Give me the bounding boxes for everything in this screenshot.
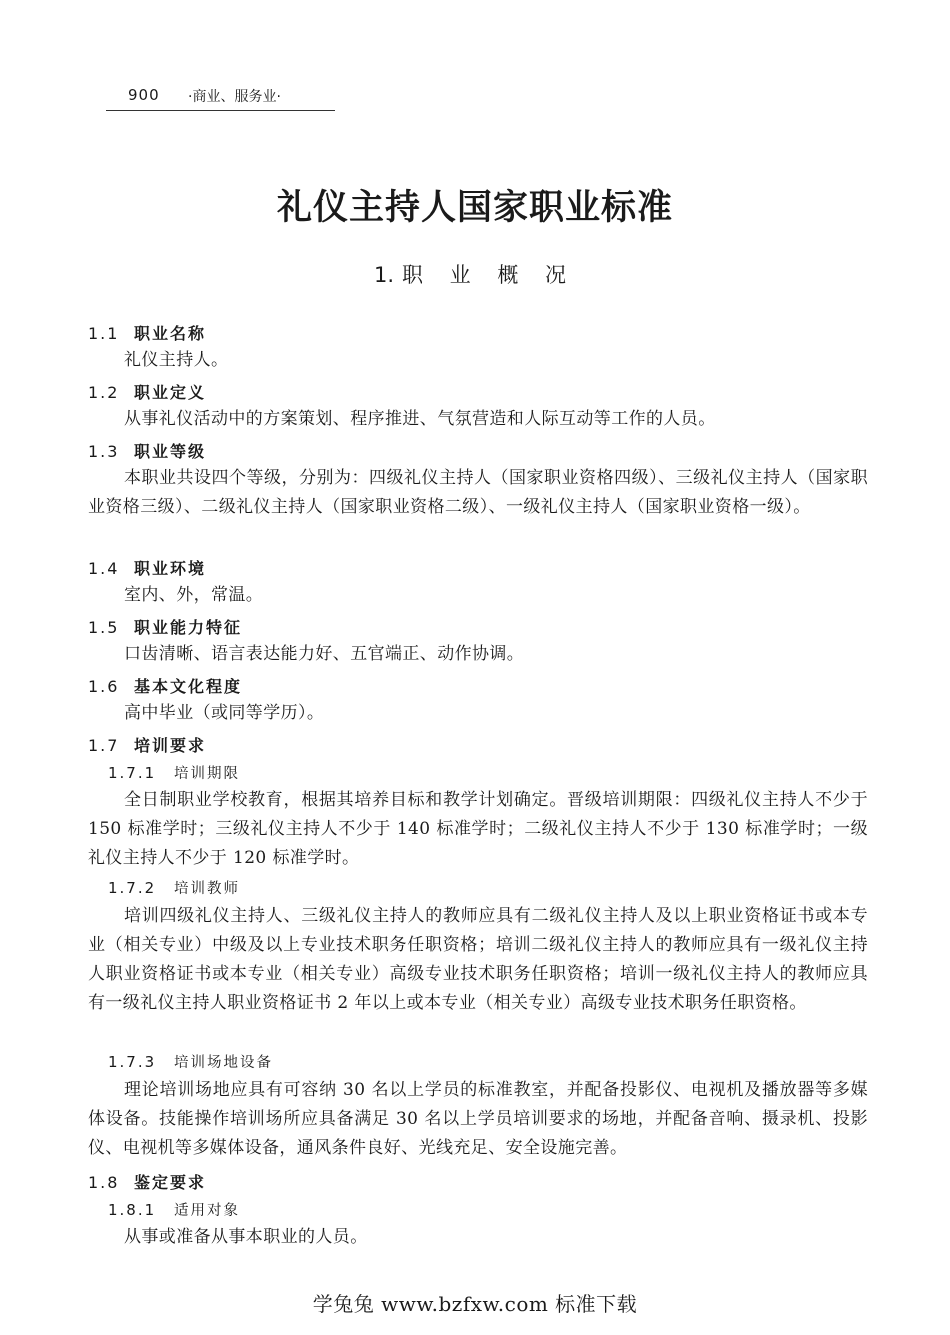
subsection-body-1-8-1: 从事或准备从事本职业的人员。 (124, 1227, 368, 1247)
running-header-section: ·商业、服务业· (188, 89, 281, 105)
section-heading-1-5 (88, 615, 242, 638)
section-heading-1-8 (88, 1170, 206, 1193)
section-body-1-1: 礼仪主持人。 (124, 350, 229, 370)
section-body-1-2: 从事礼仪活动中的方案策划、程序推进、气氛营造和人际互动等工作的人员。 (124, 409, 716, 429)
section-number: 1.3 (88, 442, 120, 461)
chapter-title: 职 业 概 况 (402, 263, 577, 287)
section-number: 1.1 (88, 324, 120, 343)
document-title: 礼仪主持人国家职业标准 (276, 187, 673, 228)
subsection-number: 1.7.1 (108, 764, 157, 782)
chapter-number: 1. (373, 263, 394, 287)
section-heading-1-4 (88, 556, 206, 579)
section-number: 1.8 (88, 1173, 120, 1192)
subsection-number: 1.7.2 (108, 879, 157, 897)
section-title: 培训要求 (134, 736, 207, 755)
section-number: 1.4 (88, 559, 120, 578)
section-heading-1-7 (88, 733, 206, 756)
subsection-heading-1-8-1 (108, 1199, 240, 1220)
section-title: 基本文化程度 (134, 677, 243, 696)
section-heading-1-1 (88, 321, 206, 344)
section-body-1-6: 高中毕业（或同等学历）。 (124, 703, 325, 723)
subsection-title: 培训期限 (174, 766, 240, 782)
section-number: 1.5 (88, 618, 120, 637)
section-heading-1-2 (88, 380, 206, 403)
subsection-title: 培训场地设备 (174, 1055, 273, 1071)
subsection-heading-1-7-1 (108, 762, 240, 783)
section-heading-1-6 (88, 674, 242, 697)
subsection-title: 适用对象 (174, 1203, 240, 1219)
subsection-heading-1-7-3 (108, 1051, 273, 1072)
subsection-heading-1-7-2 (108, 877, 240, 898)
section-title: 职业能力特征 (134, 618, 243, 637)
section-body-1-3: 本职业共设四个等级，分别为：四级礼仪主持人（国家职业资格四级）、三级礼仪主持人（国家职业资格三级）、二级礼仪主持人（国家职业资格二级）、一级礼仪主持人（国家职业资格一级）。 (88, 468, 868, 517)
section-number: 1.7 (88, 736, 120, 755)
section-title: 鉴定要求 (134, 1173, 207, 1192)
section-title: 职业环境 (134, 559, 207, 578)
subsection-body-1-7-3: 理论培训场地应具有可容纳 30 名以上学员的标准教室，并配备投影仪、电视机及播放器等多媒体设备。技能操作培训场所应具备满足 30 名以上学员培训要求的场地，并配备音响、摄录机、投影仪、电视机等多媒体设备，通风条件良好、光线充足、安全设施完善。 (88, 1080, 868, 1158)
running-header (106, 84, 335, 111)
subsection-body-1-7-2: 培训四级礼仪主持人、三级礼仪主持人的教师应具有二级礼仪主持人及以上职业资格证书或本专业（相关专业）中级及以上专业技术职务任职资格；培训二级礼仪主持人的教师应具有一级礼仪主持人职业资格证书或本专业（相关专业）高级专业技术职务任职资格；培训一级礼仪主持人的教师应具有一级礼仪主持人职业资格证书 2 年以上或本专业（相关专业）高级专业技术职务任职资格。 (88, 906, 868, 1013)
subsection-title: 培训教师 (174, 881, 240, 897)
subsection-number: 1.7.3 (108, 1053, 157, 1071)
section-body-1-5: 口齿清晰、语言表达能力好、五官端正、动作协调。 (124, 644, 525, 664)
section-number: 1.2 (88, 383, 120, 402)
page-number: 900 (128, 86, 160, 104)
section-body-1-4: 室内、外，常温。 (124, 585, 264, 605)
chapter-heading (0, 259, 950, 289)
section-title: 职业名称 (134, 324, 207, 343)
section-title: 职业等级 (134, 442, 207, 461)
section-number: 1.6 (88, 677, 120, 696)
section-title: 职业定义 (134, 383, 207, 402)
subsection-number: 1.8.1 (108, 1201, 157, 1219)
subsection-body-1-7-1: 全日制职业学校教育，根据其培养目标和教学计划确定。晋级培训期限：四级礼仪主持人不少于 150 标准学时；三级礼仪主持人不少于 140 标准学时；二级礼仪主持人不少于 130 标准学时；一级礼仪主持人不少于 120 标准学时。 (88, 790, 868, 868)
footer-watermark-text: 学兔兔 www.bzfxw.com 标准下载 (312, 1292, 638, 1316)
section-heading-1-3 (88, 439, 206, 462)
